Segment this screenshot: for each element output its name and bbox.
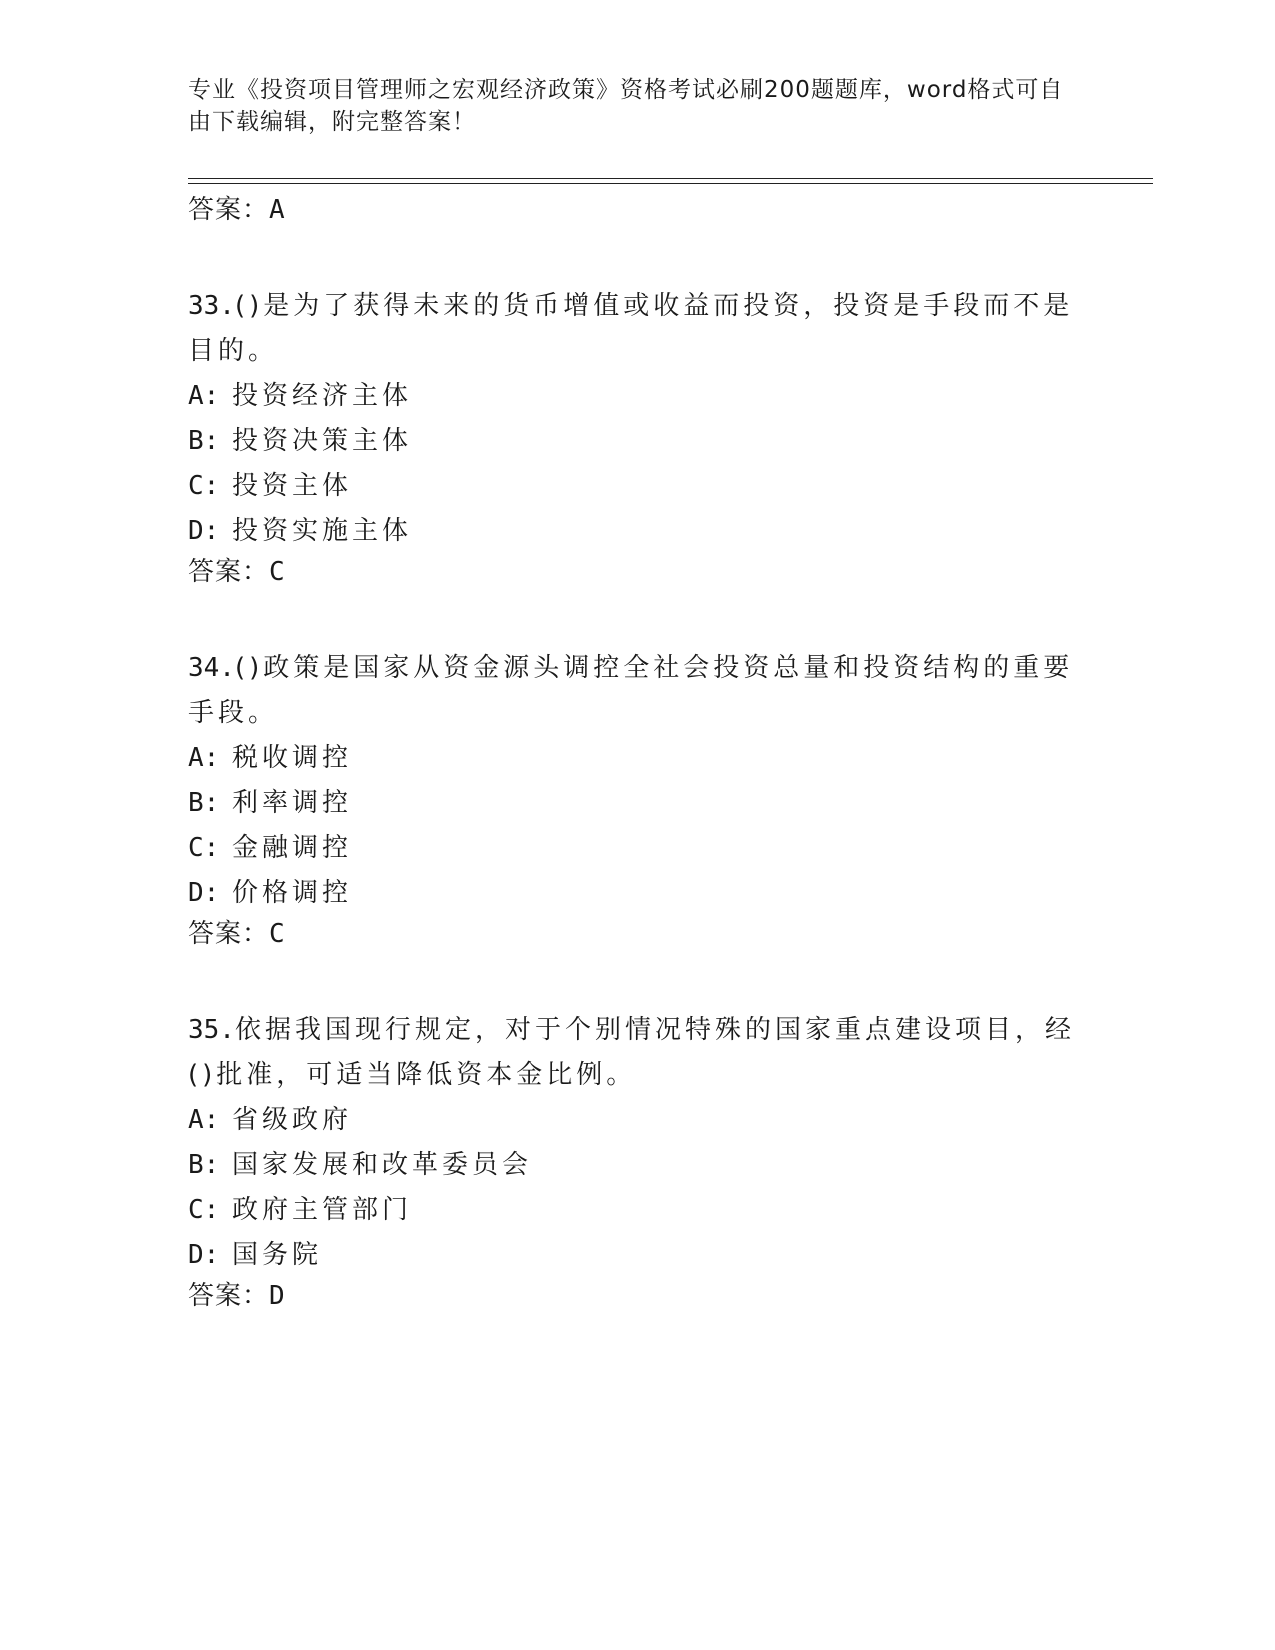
option-text: 价格调控 (232, 878, 353, 908)
option-a (188, 374, 1088, 419)
option-text: 投资主体 (232, 471, 353, 501)
question-text: ()政策是国家从资金源头调控全社会投资总量和投资结构的重要手段。 (188, 653, 1074, 728)
question-34 (188, 646, 1088, 952)
header-rule-bottom (188, 183, 1153, 184)
option-text: 国家发展和改革委员会 (232, 1150, 533, 1180)
header-rule-top (188, 178, 1153, 179)
option-b (188, 419, 1088, 464)
option-text: 利率调控 (232, 788, 353, 818)
option-text: 投资实施主体 (232, 516, 413, 546)
answer-label: 答案： (188, 557, 270, 587)
option-letter: D: (188, 1240, 220, 1270)
answer-value: A (269, 195, 286, 225)
option-d (188, 1233, 1088, 1278)
option-c (188, 1188, 1088, 1233)
answer-value: D (269, 1281, 286, 1311)
option-text: 国务院 (232, 1240, 323, 1270)
answer-value: C (269, 919, 286, 949)
question-stem (188, 1008, 1088, 1098)
question-number: 35. (188, 1015, 235, 1045)
previous-answer (188, 192, 1088, 228)
option-text: 省级政府 (232, 1105, 353, 1135)
option-letter: B: (188, 426, 220, 456)
question-stem (188, 646, 1088, 736)
option-letter: A: (188, 381, 220, 411)
question-number: 34. (188, 653, 235, 683)
option-letter: C: (188, 471, 220, 501)
option-c (188, 464, 1088, 509)
option-text: 投资决策主体 (232, 426, 413, 456)
option-text: 税收调控 (232, 743, 353, 773)
option-a (188, 1098, 1088, 1143)
option-text: 金融调控 (232, 833, 353, 863)
option-text: 政府主管部门 (232, 1195, 413, 1225)
answer-label: 答案： (188, 195, 270, 225)
option-letter: B: (188, 788, 220, 818)
option-letter: A: (188, 743, 220, 773)
question-35 (188, 1008, 1088, 1314)
question-text: 依据我国现行规定，对于个别情况特殊的国家重点建设项目，经()批准，可适当降低资本金比例。 (188, 1015, 1075, 1090)
option-letter: B: (188, 1150, 220, 1180)
question-33 (188, 284, 1088, 590)
answer-label: 答案： (188, 1281, 270, 1311)
question-number: 33. (188, 291, 235, 321)
option-d (188, 871, 1088, 916)
answer-label: 答案： (188, 919, 270, 949)
question-text: ()是为了获得未来的货币增值或收益而投资，投资是手段而不是目的。 (188, 291, 1074, 366)
option-letter: D: (188, 878, 220, 908)
question-answer (188, 916, 1088, 952)
question-answer (188, 1278, 1088, 1314)
option-d (188, 509, 1088, 554)
option-text: 投资经济主体 (232, 381, 413, 411)
option-letter: C: (188, 833, 220, 863)
option-c (188, 826, 1088, 871)
option-a (188, 736, 1088, 781)
question-answer (188, 554, 1088, 590)
option-letter: C: (188, 1195, 220, 1225)
document-header: 专业《投资项目管理师之宏观经济政策》资格考试必刷200题题库，word格式可自由下载编辑，附完整答案！ (188, 77, 1064, 135)
question-stem (188, 284, 1088, 374)
question-list (188, 192, 1088, 1314)
option-b (188, 781, 1088, 826)
option-letter: D: (188, 516, 220, 546)
option-b (188, 1143, 1088, 1188)
option-letter: A: (188, 1105, 220, 1135)
answer-value: C (269, 557, 286, 587)
